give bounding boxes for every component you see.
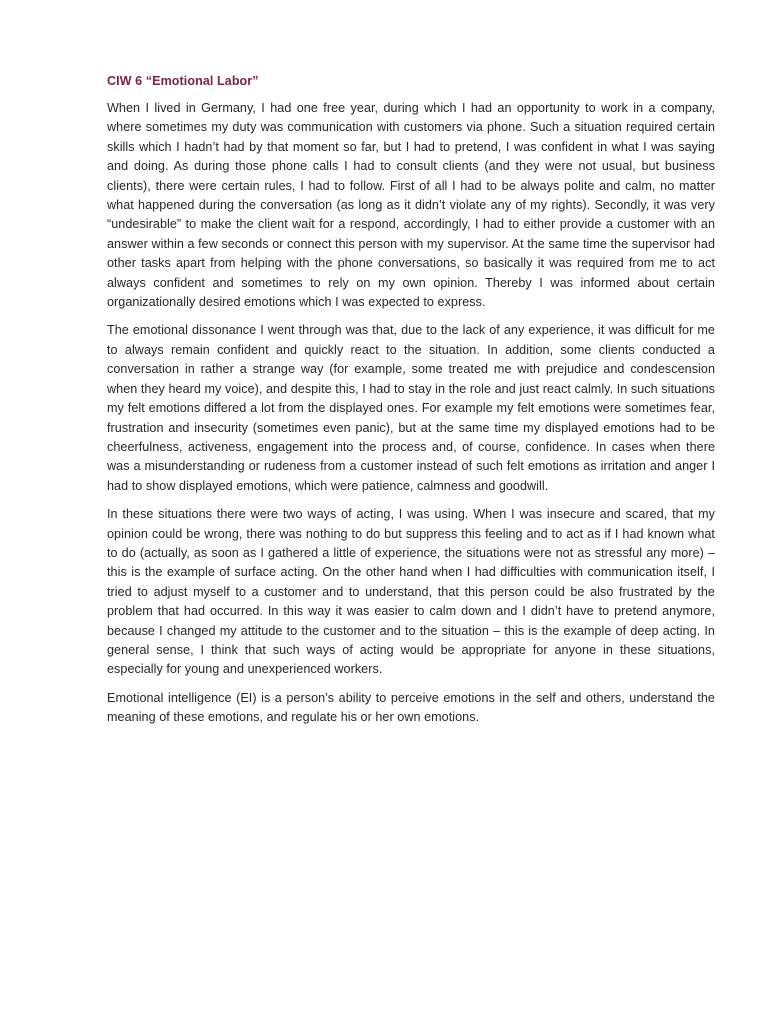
document-body — [107, 72, 715, 737]
paragraph-1: When I lived in Germany, I had one free year, during which I had an opportunity to work in a company, where sometimes my duty was communication with customers via phone. Such a situation required certain skills which I hadn’t had by that moment so far, but I had to pretend, I was confident in what I was saying and doing. As during those phone calls I had to consult clients (and they were not usual, but business clients), there were certain rules, I had to follow. First of all I had to be always polite and calm, no matter what happened during the conversation (as long as it didn’t violate any of my rights). Secondly, it was very “undesirable” to make the client wait for a respond, accordingly, I had to either provide a customer with an answer within a few seconds or connect this person with my supervisor. At the same time the supervisor had other tasks apart from helping with the phone conversations, so basically it was required from me to act always confident and sometimes to rely on my own opinion. Thereby I was informed about certain organizationally desired emotions which I was expected to express. — [107, 101, 715, 310]
document-title: CIW 6 “Emotional Labor” — [107, 74, 259, 88]
paragraph-2: The emotional dissonance I went through was that, due to the lack of any experience, it was difficult for me to always remain confident and quickly react to the situation. In addition, some clients conducted a conversation in rather a strange way (for example, some treated me with prejudice and condescension when they heard my voice), and despite this, I had to stay in the role and just react calmly. In such situations my felt emotions differed a lot from the displayed ones. For example my felt emotions were sometimes fear, frustration and insecurity (sometimes even panic), but at the same time my displayed emotions had to be cheerfulness, activeness, engagement into the process and, of course, confidence. In cases when there was a misunderstanding or rudeness from a customer instead of such felt emotions as irritation and anger I had to show displayed emotions, which were patience, calmness and goodwill. — [107, 323, 715, 493]
paragraph-3: In these situations there were two ways of acting, I was using. When I was insecure and scared, that my opinion could be wrong, there was nothing to do but suppress this feeling and to act as if I had known what to do (actually, as soon as I gathered a little of experience, the situations were not as stressful any more) – this is the example of surface acting. On the other hand when I had difficulties with communication itself, I tried to adjust myself to a customer and to understand, that this person could be also frustrated by the problem that had occurred. In this way it was easier to calm down and I didn’t have to pretend anymore, because I changed my attitude to the customer and to the situation – this is the example of deep acting. In general sense, I think that such ways of acting would be appropriate for anyone in these situations, especially for young and unexperienced workers. — [107, 507, 715, 677]
paragraph-4: Emotional intelligence (EI) is a person’s ability to perceive emotions in the self and others, understand the meaning of these emotions, and regulate his or her own emotions. — [107, 690, 715, 725]
